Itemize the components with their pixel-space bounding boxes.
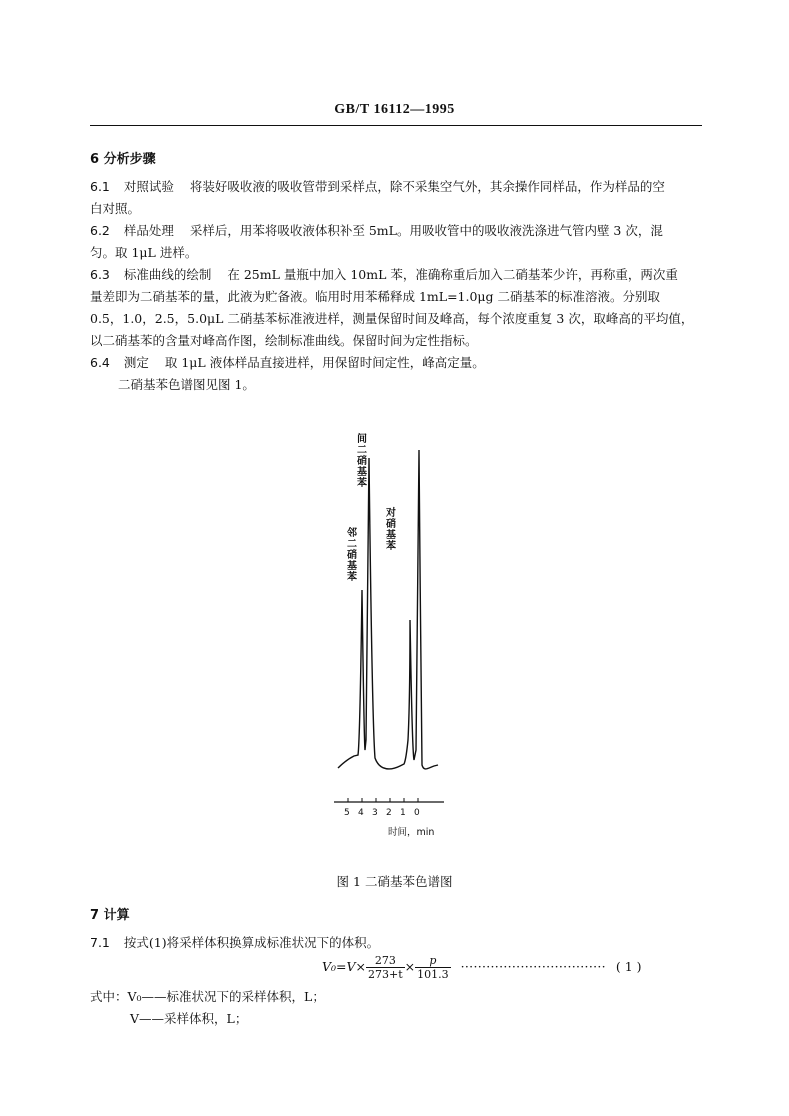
- formula-fraction-pressure: [415, 954, 451, 981]
- paragraph-6-1-title: 对照试验: [123, 179, 174, 194]
- paragraph-7-1: [90, 932, 379, 954]
- paragraph-6-1-line-1: [90, 176, 665, 198]
- axis-tick-label-0: 0: [414, 808, 420, 818]
- formula-fraction-temperature: [366, 954, 405, 981]
- paragraph-6-3-line-3: 0.5，1.0，2.5，5.0μL 二硝基苯标准液进样，测量保留时间及峰高，每个浓度重复 3 次，取峰高的平均值，: [90, 311, 694, 326]
- section-7-heading: 7 计算: [90, 908, 130, 923]
- paragraph-6-3-line-2: 量差即为二硝基苯的量，此液为贮备液。临用时用苯稀释成 1mL=1.0μg 二硝基苯的标准溶液。分别取: [90, 289, 661, 304]
- axis-tick-label-2: 2: [386, 808, 392, 818]
- paragraph-6-3-line-1: [90, 264, 678, 286]
- paragraph-6-3-number: 6.3: [90, 267, 110, 282]
- paragraph-6-2-line-2: 匀。取 1μL 进样。: [90, 245, 198, 260]
- paragraph-6-2-title: 样品处理: [123, 223, 174, 238]
- paragraph-7-1-text: 按式(1)将采样体积换算成标准状况下的体积。: [123, 935, 380, 950]
- paragraph-6-2-number: 6.2: [90, 223, 110, 238]
- formula-lhs: V₀=V×: [322, 959, 367, 974]
- formula-leader-dots: ··································: [460, 959, 606, 974]
- formula-where-line-1: 式中：V₀——标准状况下的采样体积，L；: [90, 989, 325, 1004]
- header-rule: [90, 125, 702, 126]
- formula-1: [322, 954, 642, 981]
- paragraph-6-4-text: 取 1μL 液体样品直接进样，用保留时间定性，峰高定量。: [164, 355, 485, 370]
- paragraph-6-2-line-1: [90, 220, 663, 242]
- peak-label-ortho-dinitrobenzene: 邻二硝基苯: [347, 528, 357, 583]
- paragraph-6-1-text: 将装好吸收液的吸收管带到采样点，除不采集空气外，其余操作同样品，作为样品的空: [189, 179, 665, 194]
- axis-tick-label-5: 5: [344, 808, 350, 818]
- paragraph-6-4-line-1: [90, 352, 485, 374]
- paragraph-6-1-number: 6.1: [90, 179, 110, 194]
- fraction-temperature-denominator: 273+t: [368, 968, 403, 981]
- peak-label-meta-dinitrobenzene: 间二硝基苯: [357, 434, 367, 489]
- axis-tick-label-1: 1: [400, 808, 406, 818]
- chromatogram-signal-line: [338, 450, 438, 769]
- paragraph-6-1-line-2: 白对照。: [90, 201, 141, 216]
- time-axis-label: 时间，min: [388, 827, 435, 838]
- paragraph-6-2-text: 采样后，用苯将吸收液体积补至 5mL。用吸收管中的吸收液洗涤进气管内壁 3 次，混: [189, 223, 663, 238]
- paragraph-6-4-title: 测定: [123, 355, 149, 370]
- page-header-standard-number: GB/T 16112—1995: [334, 102, 455, 117]
- paragraph-6-3-title: 标准曲线的绘制: [123, 267, 212, 282]
- peak-label-para-nitrobenzene: 对硝基苯: [386, 508, 396, 552]
- axis-tick-label-3: 3: [372, 808, 378, 818]
- paragraph-6-4-number: 6.4: [90, 355, 110, 370]
- section-6-heading: 6 分析步骤: [90, 152, 156, 167]
- paragraph-6-3-text: 在 25mL 量瓶中加入 10mL 苯，准确称重后加入二硝基苯少许，再称重，两次重: [227, 267, 678, 282]
- chromatogram-trace: [338, 450, 438, 769]
- fraction-temperature-numerator: 273: [366, 954, 405, 968]
- paragraph-7-1-number: 7.1: [90, 935, 110, 950]
- paragraph-6-4-line-2: 二硝基苯色谱图见图 1。: [118, 377, 255, 392]
- fraction-pressure-numerator: p: [415, 954, 451, 968]
- formula-times-sign: ×: [404, 959, 416, 974]
- formula-equation-number: ( 1 ): [615, 959, 642, 974]
- chromatogram-figure: [320, 420, 460, 820]
- paragraph-6-3-line-4: 以二硝基苯的含量对峰高作图，绘制标准曲线。保留时间为定性指标。: [90, 333, 478, 348]
- formula-where-line-2: V——采样体积，L；: [130, 1011, 248, 1026]
- axis-tick-label-4: 4: [358, 808, 364, 818]
- figure-1-caption: 图 1 二硝基苯色谱图: [336, 874, 453, 889]
- fraction-pressure-denominator: 101.3: [417, 968, 449, 981]
